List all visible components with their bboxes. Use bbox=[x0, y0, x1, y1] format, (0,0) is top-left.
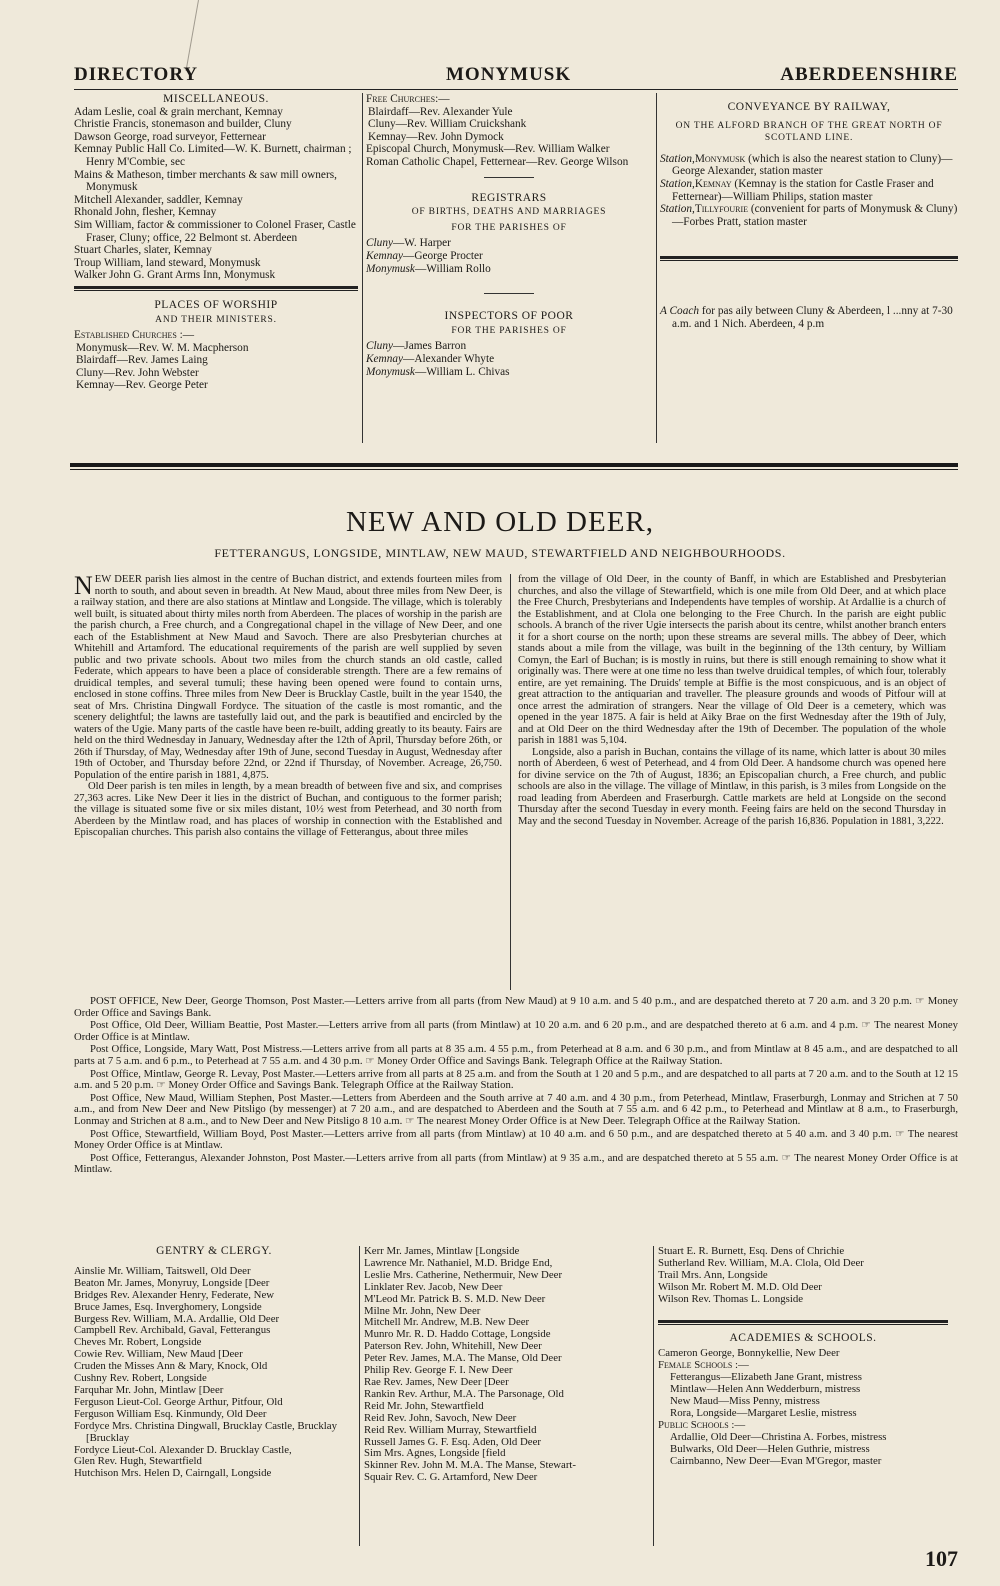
inspector-entry-name: —William L. Chivas bbox=[414, 365, 510, 378]
church-entry: Cluny—Rev. John Webster bbox=[76, 366, 199, 379]
gentry-list-3 bbox=[658, 1246, 948, 1306]
misc-entry: Mitchell Alexander, saddler, Kemnay bbox=[74, 193, 243, 206]
gentry-entry: Wilson Rev. Thomas L. Longside bbox=[658, 1292, 804, 1305]
registrars-sub1: OF BIRTHS, DEATHS AND MARRIAGES bbox=[411, 207, 607, 218]
intro-paragraph: Longside, also a parish in Buchan, contains the village of its name, which latter is about 30 miles north of Aberdeen, 6 west of Peterhead, and 4 from Old Deer. A handsome church was opened here for divine service on the 7th of August, 1836; an Episcopalian church, a Free church, and public schools are also in the village. The village of Mintlaw, in this parish, is 3 miles from Longside on the road leading from Aberdeen and Fraserburgh. Cattle markets are held at Longside on the second Thursday after the second Tuesday in every month. Feeing fairs are held on the second Thursday in May and the second Tuesday in November. Acreage of the parish 16,836. Population in 1881, 3,222. bbox=[518, 746, 946, 827]
gentry-entry: Reid Rev. William Murray, Stewartfield bbox=[364, 1423, 537, 1436]
intro-text bbox=[74, 571, 958, 990]
gentry-entry: Sutherland Rev. William, M.A. Clola, Old Deer bbox=[658, 1256, 864, 1269]
gentry-entry: Ainslie Mr. William, Taitswell, Old Deer bbox=[74, 1264, 251, 1277]
drop-cap: N bbox=[74, 571, 93, 600]
misc-column bbox=[74, 93, 358, 392]
post-office-list bbox=[74, 996, 958, 1177]
school-entry: Rora, Longside—Margaret Leslie, mistress bbox=[670, 1406, 857, 1419]
registrar-entry-name: —W. Harper bbox=[393, 237, 451, 250]
station-label: Station, bbox=[660, 152, 695, 165]
conveyance-title: CONVEYANCE BY RAILWAY, bbox=[727, 101, 891, 113]
registrars-title: REGISTRARS bbox=[471, 191, 547, 204]
column-divider bbox=[656, 93, 657, 443]
public-schools-list bbox=[658, 1432, 948, 1468]
misc-entry: Dawson George, road surveyor, Fetternear bbox=[74, 130, 266, 143]
registrar-entry-place: Kemnay bbox=[366, 249, 404, 262]
gentry-entry: Trail Mrs. Ann, Longside bbox=[658, 1268, 768, 1281]
misc-entry: Sim William, factor & commissioner to Colonel Fraser, Castle Fraser, Cluny; office, 22 Belmont st. Aberdeen bbox=[74, 218, 356, 244]
intro-text-1: EW DEER parish lies almost in the centre of Buchan district, and extends fourteen miles from north to south, and about seven in breadth. At New Maud, about three miles from New Deer, is a railway station, and there are also stations at Mintlaw and Longside. The village, which is tolerably well built, is situated about thirty miles north from Aberdeen. The places of worship in the parish are the parish church, a Free church, and a Congregational chapel in the village of New Deer, and one each of the Establishment at New Maud and Savoch. There are also Presbyterian churches at Whitehill and Artamford. The educational requirements of the parish are well supplied by seven public and two private schools. About two miles from the church stands an old castle, called Federate, which appears to have been a place of considerable strength. There are a few remains of druidical temples, and several tumuli; these having been opened were found to contain urns, enclosed in stone coffins. Three miles from New Deer is Brucklay Castle, built in the year 1540, the seat of Mrs. Christina Dingwall Fordyce. The situation of the castle is most romantic, and the scenery delightful; the lawns are tastefully laid out, and the park is beautified and encircled by the waters of the Ugie. Many parts of the castle have been re-built, adding greatly to its beauty. Fairs are held on the third Wednesday in January, Wednesday after the 12th of April, Thursday before 26th, or 26th if Thursday, of May, Wednesday after 19th of June, second Tuesday in August, Wednesday after 19th of October, and Thursday before 22nd, or 22nd if Thursday, of November. Acreage, 26,750. Population of the entire parish in 1881, 4,875. bbox=[74, 574, 502, 781]
header-center: MONYMUSK bbox=[446, 64, 572, 85]
section-rule bbox=[658, 1324, 948, 1325]
gentry-entry: Linklater Rev. Jacob, New Deer bbox=[364, 1280, 503, 1293]
post-office-entry: POST OFFICE, New Deer, George Thomson, Post Master.—Letters arrive from all parts (from New Maud) at 9 10 a.m. and 5 40 p.m., and are despatched thereto at 7 20 a.m. and 3 20 p.m. ☞ Money Order Office and Savings Bank. bbox=[74, 995, 958, 1019]
school-entry: Cairnbanno, New Deer—Evan M'Gregor, master bbox=[670, 1454, 882, 1467]
misc-entry: Kemnay Public Hall Co. Limited—W. K. Burnett, chairman ; Henry M'Combie, sec bbox=[74, 143, 352, 168]
station-label: Station, bbox=[660, 203, 695, 216]
gentry-entry: Leslie Mrs. Catherine, Nethermuir, New Deer bbox=[364, 1268, 563, 1281]
section-rule bbox=[74, 286, 358, 289]
gentry-entry: Fordyce Lieut-Col. Alexander D. Brucklay Castle, bbox=[74, 1443, 292, 1456]
gentry-list-2 bbox=[364, 1246, 648, 1484]
school-entry: Mintlaw—Helen Ann Wedderburn, mistress bbox=[670, 1383, 861, 1396]
conveyance-column bbox=[660, 93, 958, 331]
gentry-entry: Sim Mrs. Agnes, Longside [field bbox=[364, 1447, 506, 1460]
station-label: Station, bbox=[660, 177, 695, 190]
inspectors-title: INSPECTORS OF POOR bbox=[444, 310, 574, 323]
free-heading: Free Churches:— bbox=[366, 93, 450, 105]
station-name: Monymusk bbox=[694, 152, 746, 165]
intro-column-2 bbox=[518, 574, 946, 827]
roman-entry: Roman Catholic Chapel, Fetternear—Rev. George Wilson bbox=[366, 155, 629, 168]
post-office-entry: Post Office, Fetterangus, Alexander Johnston, Post Master.—Letters arrive from all parts (from Mintlaw) at 9 35 a.m., and are despatched thereto at 5 55 a.m. ☞ The nearest Money Order Office is at Mintlaw. bbox=[74, 1151, 958, 1176]
inspector-entry bbox=[366, 353, 652, 366]
gentry-entry: Farquhar Mr. John, Mintlaw [Deer bbox=[74, 1383, 224, 1396]
inspectors-list bbox=[366, 340, 652, 378]
page-subtitle: FETTERANGUS, LONGSIDE, MINTLAW, NEW MAUD, STEWARTFIELD AND NEIGHBOURHOODS. bbox=[214, 546, 786, 560]
gentry-entry: Rae Rev. James, New Deer [Deer bbox=[364, 1375, 509, 1388]
academies-title: ACADEMIES & SCHOOLS. bbox=[729, 1331, 877, 1344]
gentry-entry: M'Leod Mr. Patrick B. S. M.D. New Deer bbox=[364, 1292, 546, 1305]
post-office-entry: Post Office, Mintlaw, George R. Levay, Post Master.—Letters arrive from all parts at 8 25 a.m. and from the South at 1 20 and 5 p.m., and are despatched to all parts at 7 20 a.m. and to the South at 12 15 a.m. and 5 20 p.m. ☞ Money Order Office and Savings Bank. Telegraph Office at the Railway Station. bbox=[74, 1067, 958, 1092]
gentry-entry: Skinner Rev. John M. M.A. The Manse, Stewart- bbox=[364, 1459, 577, 1472]
misc-entry: Adam Leslie, coal & grain merchant, Kemnay bbox=[74, 105, 283, 118]
registrar-entry-place: Cluny bbox=[366, 237, 393, 250]
station-entry bbox=[660, 153, 958, 178]
intro-column-1 bbox=[74, 571, 502, 839]
gentry-entry: Russell James G. F. Esq. Aden, Old Deer bbox=[364, 1435, 541, 1448]
stations-list bbox=[660, 153, 958, 229]
pencil-mark bbox=[185, 0, 212, 74]
established-list bbox=[74, 342, 358, 392]
intro-paragraph bbox=[74, 571, 502, 781]
school-entry: Bulwarks, Old Deer—Helen Guthrie, mistress bbox=[670, 1442, 870, 1455]
monymusk-block bbox=[74, 93, 958, 443]
inspector-entry-place: Kemnay bbox=[366, 352, 404, 365]
inspector-entry-name: —James Barron bbox=[393, 340, 467, 353]
inspector-entry-place: Monymusk bbox=[366, 365, 415, 378]
gentry-entry: Cheves Mr. Robert, Longside bbox=[74, 1336, 202, 1349]
inspector-entry-place: Cluny bbox=[366, 340, 393, 353]
registrars-list bbox=[366, 237, 652, 275]
episcopal-entry: Episcopal Church, Monymusk—Rev. William Walker bbox=[366, 143, 610, 156]
coach-text: for pas aily between Cluny & Aberdeen, l ...nny at 7-30 a.m. and 1 Nich. Aberdeen, 4 p.m bbox=[672, 305, 953, 330]
gentry-entry: Ferguson Lieut-Col. George Arthur, Pitfour, Old bbox=[74, 1395, 283, 1408]
station-entry bbox=[660, 203, 958, 228]
public-schools-heading: Public Schools :— bbox=[658, 1418, 746, 1431]
church-entry: Kemnay—Rev. George Peter bbox=[76, 379, 208, 392]
academy-entry: Cameron George, Bonnykellie, New Deer bbox=[658, 1347, 840, 1360]
intro-paragraph: from the village of Old Deer, in the county of Banff, in which are Established and Presbyterian churches, and also the village of Stewartfield, which is one mile from Old Deer, and at which place the Free Church, Presbyterians and Independents have temples of worship. At Ardallie is a church of the Establishment, and at Clola one belonging to the Free Church. In the parish are eight public schools. A branch of the river Ugie intersects the parish about its centre, whilst another branch enters it for a short course on the north; upon these streams are several mills. The abbey of Deer, which stands about a mile from the village, was built in the beginning of the 13th century, by William Comyn, the Earl of Buchan; is is mostly in ruins, but there is still enough remaining to show what it originally was. There were at one time no less than twelve druidical temples, of which four, tolerably entire, are yet remaining. The Druids' temple at Biffie is the most conspicuous, and is an object of great attraction to the antiquarian and traveller. The pleasure grounds and woods of Pitfour will at once arrest the admiration of strangers. Near the village of Old Deer is a cemetery, which was opened in the year 1875. A fair is held at Aiky Brae on the first Wednesday after the 19th of July, and at Old Deer on the third Wednesday after the 19th of December. The population of the whole parish in 1881 was 5,104. bbox=[518, 574, 947, 746]
post-office-entry: Post Office, Stewartfield, William Boyd, Post Master.—Letters arrive from all parts (from Mintlaw) at 10 40 a.m. and 6 50 p.m., and are despatched thereto at 5 40 a.m. and 3 40 p.m. ☞ The nearest Money Order Office is at Mintlaw. bbox=[74, 1127, 958, 1152]
established-heading: Established Churches :— bbox=[74, 329, 195, 342]
gentry-entry: Milne Mr. John, New Deer bbox=[364, 1304, 481, 1317]
gentry-title: GENTRY & CLERGY. bbox=[156, 1245, 272, 1257]
gentry-entry: Glen Rev. Hugh, Stewartfield bbox=[74, 1455, 202, 1468]
gentry-entry: Fordyce Mrs. Christina Dingwall, Brucklay Castle, Brucklay [Brucklay bbox=[74, 1419, 337, 1444]
gentry-column-1 bbox=[74, 1246, 354, 1480]
gentry-entry: Philip Rev. George F. I. New Deer bbox=[364, 1364, 513, 1377]
church-entry: Kemnay—Rev. John Dymock bbox=[368, 130, 504, 143]
free-list bbox=[366, 106, 652, 144]
station-name: Kemnay bbox=[694, 177, 732, 190]
conveyance-sub: ON THE ALFORD BRANCH OF THE GREAT NORTH OF SCOTLAND LINE. bbox=[675, 120, 943, 144]
registrar-entry-name: —George Procter bbox=[403, 249, 483, 262]
inspector-entry bbox=[366, 340, 652, 353]
gentry-entry: Cowie Rev. William, New Maud [Deer bbox=[74, 1348, 243, 1361]
page-title: NEW AND OLD DEER, bbox=[345, 506, 655, 538]
female-schools-list bbox=[658, 1372, 948, 1420]
gentry-entry: Wilson Mr. Robert M. M.D. Old Deer bbox=[658, 1280, 822, 1293]
gentry-entry: Reid Mr. John, Stewartfield bbox=[364, 1399, 484, 1412]
station-text: (which is also the nearest station to Cluny)—George Alexander, station master bbox=[672, 152, 953, 178]
school-entry: Ardallie, Old Deer—Christina A. Forbes, mistress bbox=[670, 1430, 887, 1443]
gentry-entry: Munro Mr. R. D. Haddo Cottage, Longside bbox=[364, 1328, 551, 1341]
section-divider bbox=[70, 469, 958, 470]
section-rule bbox=[658, 1320, 948, 1323]
section-rule bbox=[660, 260, 958, 261]
church-entry: Blairdaff—Rev. Alexander Yule bbox=[368, 105, 513, 118]
gentry-entry: Ferguson William Esq. Kinmundy, Old Deer bbox=[74, 1407, 267, 1420]
registrar-entry bbox=[366, 263, 652, 276]
gentry-entry: Beaton Mr. James, Monyruy, Longside [Deer bbox=[74, 1276, 270, 1289]
gentry-entry: Rankin Rev. Arthur, M.A. The Parsonage, Old bbox=[364, 1387, 564, 1400]
gentry-entry: Cushny Rev. Robert, Longside bbox=[74, 1372, 207, 1385]
school-entry: Fetterangus—Elizabeth Jane Grant, mistress bbox=[670, 1371, 862, 1384]
inspector-entry-name: —Alexander Whyte bbox=[403, 352, 495, 365]
worship-title: PLACES OF WORSHIP bbox=[154, 298, 278, 311]
station-text: (convenient for parts of Monymusk & Cluny)—Forbes Pratt, station master bbox=[672, 203, 958, 228]
column-divider bbox=[362, 93, 363, 443]
running-head bbox=[74, 64, 958, 88]
post-office-entry: Post Office, New Maud, William Stephen, Post Master.—Letters from Aberdeen and the South arrive at 7 40 a.m. and 4 30 p.m., from Peterhead, Mintlaw, Fraserburgh, Lonmay and Strichen at 7 50 a.m., and from New Deer and New Pitsligo (by messenger) at 7 20 a.m., and are despatched to Aberdeen and the South at 7 55 a.m. and 6 42 p.m., to Peterhead and Mintlaw at 8 a.m., to Fraserburgh, Lonmay and Strichen at 8 a.m., and to New Deer and New Pitsligo 8 10 a.m. ☞ The nearest Money Order Office is at New Deer. Telegraph Office at the Railway Station. bbox=[74, 1091, 958, 1127]
gentry-entry: Campbell Rev. Archibald, Gaval, Fetterangus bbox=[74, 1324, 271, 1337]
gentry-entry: Bridges Rev. Alexander Henry, Federate, New bbox=[74, 1288, 275, 1301]
short-rule bbox=[484, 177, 534, 178]
header-left: DIRECTORY bbox=[74, 64, 199, 85]
church-entry: Blairdaff—Rev. James Laing bbox=[76, 354, 208, 367]
gentry-column-2 bbox=[364, 1246, 648, 1484]
column-divider bbox=[359, 1246, 360, 1546]
post-office-entry: Post Office, Longside, Mary Watt, Post Mistress.—Letters arrive from all parts at 8 35 a.m. 4 55 p.m., from Peterhead at 8 a.m. and 6 30 p.m., and from Mintlaw at 8 45 a.m., and are despatched to all parts at 7 5 a.m. and 6 p.m., to Peterhead at 7 55 a.m. and 4 30 p.m. ☞ Money Order Office and Savings Bank. Telegraph Office at the Railway Station. bbox=[74, 1043, 958, 1067]
gentry-entry: Paterson Rev. John, Whitehill, New Deer bbox=[364, 1340, 542, 1353]
section-rule bbox=[660, 256, 958, 259]
gentry-entry: Mitchell Mr. Andrew, M.B. New Deer bbox=[364, 1316, 530, 1329]
station-text: (Kemnay is the station for Castle Fraser and Fetternear)—William Philips, station master bbox=[672, 177, 934, 203]
short-rule bbox=[484, 293, 534, 294]
registrar-entry-name: —William Rollo bbox=[414, 262, 491, 275]
registrar-entry bbox=[366, 237, 652, 250]
coach-label: A Coach bbox=[660, 305, 700, 318]
column-divider bbox=[653, 1246, 654, 1546]
section-divider bbox=[70, 463, 958, 467]
gentry-entry: Peter Rev. James, M.A. The Manse, Old Deer bbox=[364, 1352, 562, 1365]
gentry-entry: Reid Rev. John, Savoch, New Deer bbox=[364, 1411, 517, 1424]
gentry-entry: Burgess Rev. William, M.A. Ardallie, Old Deer bbox=[74, 1312, 280, 1325]
misc-list bbox=[74, 106, 358, 282]
misc-entry: Mains & Matheson, timber merchants & saw mill owners, Monymusk bbox=[74, 168, 337, 194]
gentry-entry: Lawrence Mr. Nathaniel, M.D. Bridge End, bbox=[364, 1256, 553, 1269]
registrar-entry bbox=[366, 250, 652, 263]
worship-subtitle: AND THEIR MINISTERS. bbox=[155, 314, 277, 325]
church-entry: Cluny—Rev. William Cruickshank bbox=[368, 118, 527, 131]
church-entry: Monymusk—Rev. W. M. Macpherson bbox=[76, 341, 249, 354]
gentry-list-1 bbox=[74, 1266, 354, 1480]
gentry-entry: Squair Rev. C. G. Artamford, New Deer bbox=[364, 1471, 538, 1484]
misc-entry: Troup William, land steward, Monymusk bbox=[74, 256, 261, 269]
misc-entry: Rhonald John, flesher, Kemnay bbox=[74, 206, 217, 219]
page-number: 107 bbox=[925, 1546, 958, 1571]
column-divider bbox=[510, 574, 511, 990]
misc-title: MISCELLANEOUS. bbox=[163, 93, 269, 105]
registrar-entry-place: Monymusk bbox=[366, 262, 415, 275]
coach-entry bbox=[660, 305, 958, 330]
section-rule bbox=[74, 290, 358, 291]
registrars-sub2: FOR THE PARISHES OF bbox=[451, 222, 567, 233]
gentry-entry: Bruce James, Esq. Inverghomery, Longside bbox=[74, 1300, 262, 1313]
misc-entry: Stuart Charles, slater, Kemnay bbox=[74, 244, 212, 257]
gentry-entry: Hutchison Mrs. Helen D, Cairngall, Longside bbox=[74, 1467, 272, 1480]
gentry-entry: Stuart E. R. Burnett, Esq. Dens of Chrichie bbox=[658, 1245, 845, 1257]
station-entry bbox=[660, 178, 958, 203]
intro-paragraph: Old Deer parish is ten miles in length, by a mean breadth of between five and six, and comprises 27,363 acres. Like New Deer it lies in the district of Buchan, and contiguous to the former parish; the village is situated some five or six miles distant, 10½ west from Peterhead, and 30 north from Aberdeen by the Mintlaw road, and has places of worship in connection with the Established and Episcopalian churches. This parish also contains the village of Fetterangus, about three miles bbox=[74, 781, 502, 838]
inspector-entry bbox=[366, 366, 652, 379]
gentry-entry: Kerr Mr. James, Mintlaw [Longside bbox=[364, 1245, 520, 1257]
inspectors-sub: FOR THE PARISHES OF bbox=[451, 325, 567, 336]
school-entry: New Maud—Miss Penny, mistress bbox=[670, 1395, 820, 1408]
gentry-column-3 bbox=[658, 1246, 948, 1468]
header-rule bbox=[74, 89, 958, 90]
gentry-directory bbox=[74, 1246, 958, 1546]
female-schools-heading: Female Schools :— bbox=[658, 1359, 749, 1372]
station-name: Tillyfourie bbox=[694, 203, 749, 216]
misc-entry: Christie Francis, stonemason and builder, Cluny bbox=[74, 118, 292, 131]
header-right: ABERDEENSHIRE bbox=[780, 64, 958, 85]
post-office-entry: Post Office, Old Deer, William Beattie, Post Master.—Letters arrive from all parts (from Mintlaw) at 10 20 a.m. and 6 20 p.m., and are despatched thereto at 6 a.m. and 4 p.m. ☞ The nearest Money Order Office is at Mintlaw. bbox=[74, 1019, 958, 1043]
gentry-entry: Cruden the Misses Ann & Mary, Knock, Old bbox=[74, 1360, 268, 1373]
churches-column bbox=[366, 93, 652, 378]
misc-entry: Walker John G. Grant Arms Inn, Monymusk bbox=[74, 269, 276, 282]
